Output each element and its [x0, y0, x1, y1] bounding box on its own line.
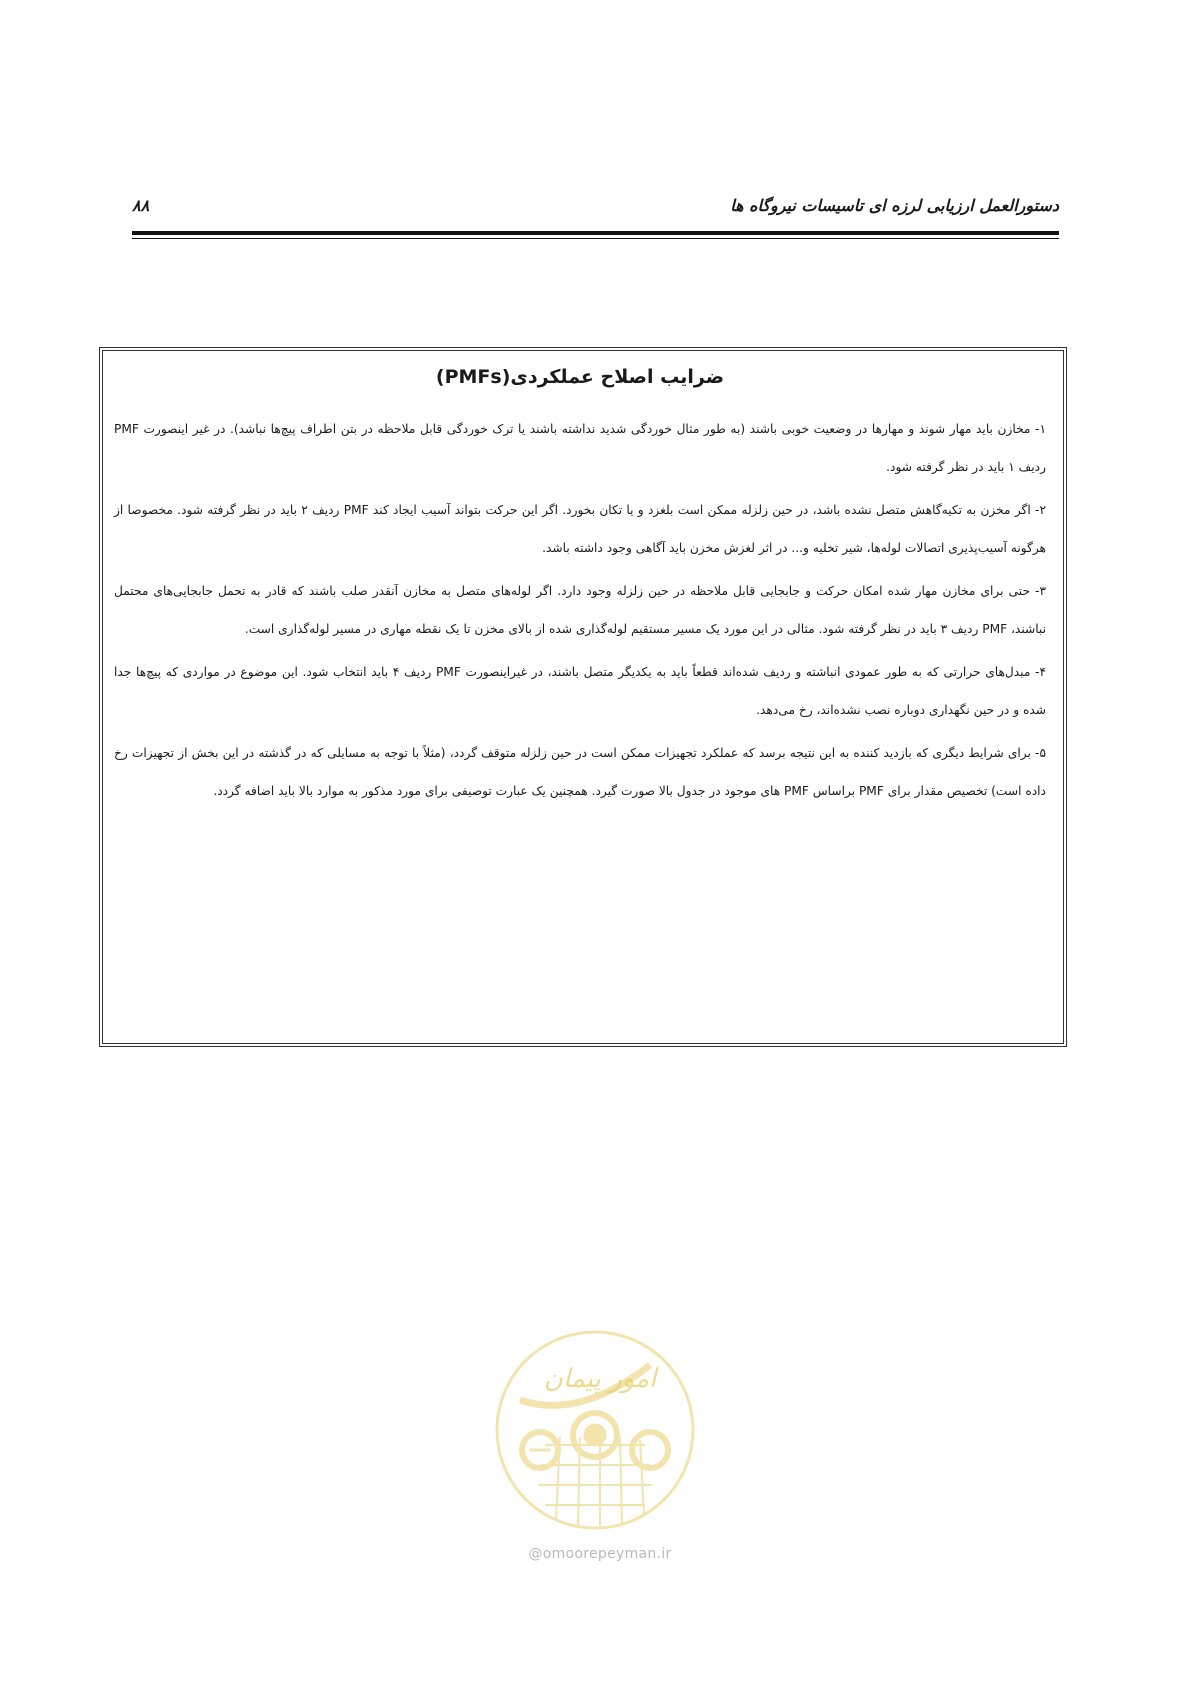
box-title: ضرایب اصلاح عملکردی(PMFs) — [435, 366, 725, 388]
running-title: دستورالعمل ارزیابی لرزه ای تاسیسات نیروگاه ها — [730, 196, 1059, 215]
header-rule-thick — [132, 231, 1059, 235]
pmf-box — [99, 347, 1067, 1047]
logo-text: امور پیمان — [543, 1364, 657, 1394]
gear-icon — [573, 1413, 617, 1457]
scales-icon — [522, 1432, 558, 1468]
paragraph-4: ۴- مبدل‌های حرارتی که به طور عمودی انباشته و ردیف شده‌اند قطعاً باید به یکدیگر متصل باشند، در غیراینصورت PMF ردیف ۴ باید انتخاب شود. این موضوع در مواردی که پیچ‌ها جدا شده و در حین نگهداری دوباره نصب نشده‌اند، رخ می‌دهد. — [114, 665, 1046, 717]
pmf-box-content — [114, 366, 1046, 815]
cog-icon — [632, 1432, 668, 1468]
page-number: ۸۸ — [132, 196, 150, 215]
paragraph-1: ۱- مخازن باید مهار شوند و مهارها در وضعیت خوبی باشند (به طور مثال خوردگی شدید نداشته باشند یا ترک خوردگی قابل ملاحظه در بتن اطراف پیچ‌ها نباشد). در غیر اینصورت PMF ردیف ۱ باید در نظر گرفته شود. — [114, 422, 1046, 474]
paragraph-2: ۲- اگر مخزن به تکیه‌گاهش متصل نشده باشد، در حین زلزله ممکن است بلغزد و یا تکان بخورد. اگر این حرکت بتواند آسیب ایجاد کند PMF ردیف ۲ باید در نظر گرفته شود. مخصوصا از هرگونه آسیب‌پذیری اتصالات لوله‌ها، شیر تخلیه و... در اثر لغزش مخزن باید آگاهی وجود داشته باشد. — [114, 503, 1046, 555]
header-rule-thin — [132, 238, 1059, 239]
paragraph-5: ۵- برای شرایط دیگری که بازدید کننده به این نتیجه برسد که عملکرد تجهیزات ممکن است در حین زلزله متوقف گردد، (مثلاً با توجه به مسایلی که در گذشته در این بخش از تجهیزات رخ داده است) تخصیص مقدار برای PMF براساس PMF های موجود در جدول بالا صورت گیرد. همچنین یک عبارت توصیفی برای مورد مذکور به موارد بالا باید اضافه گردد. — [114, 746, 1046, 798]
watermark-logo — [490, 1325, 700, 1535]
page-header — [132, 196, 1059, 236]
paragraph-3: ۳- حتی برای مخازن مهار شده امکان حرکت و جابجایی قابل ملاحظه در حین زلزله وجود دارد. اگر لوله‌های متصل به مخازن آنقدر صلب باشند که قادر به تحمل جابجایی‌های محتمل نباشند، PMF ردیف ۳ باید در نظر گرفته شود. مثالی در این مورد یک مسیر مستقیم لوله‌گذاری شده از بالای مخزن تا یک نقطه مهاری در مسیر لوله‌گذاری است. — [114, 584, 1046, 636]
watermark-site: @omoorepeyman.ir — [528, 1546, 672, 1562]
